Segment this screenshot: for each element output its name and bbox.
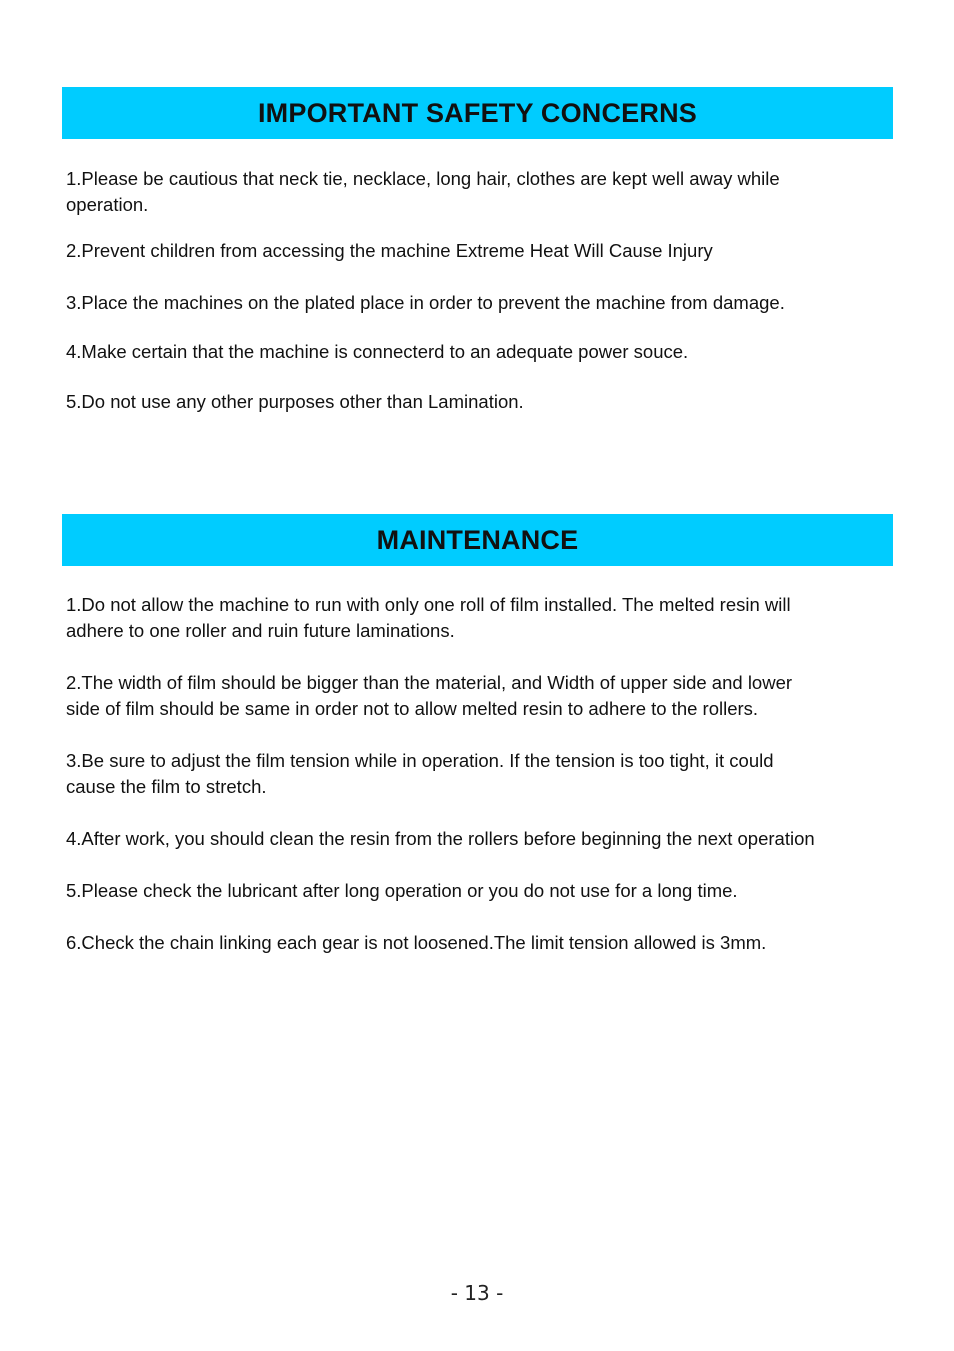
maintenance-item-5: 5.Please check the lubricant after long operation or you do not use for a long time. (66, 880, 738, 901)
maintenance-item-2: 2.The width of film should be bigger than the material, and Width of upper side and lower side of film should be same in order not to allow melted resin to adhere to the rollers. (66, 672, 793, 719)
maintenance-item-6: 6.Check the chain linking each gear is not loosened.The limit tension allowed is 3mm. (66, 932, 767, 953)
maintenance-section-header (62, 514, 893, 566)
safety-section-header (62, 87, 893, 139)
maintenance-section-title: MAINTENANCE (376, 524, 579, 555)
safety-item-5: 5.Do not use any other purposes other than Lamination. (66, 391, 524, 412)
safety-item-2: 2.Prevent children from accessing the machine Extreme Heat Will Cause Injury (66, 240, 713, 261)
safety-item-1: 1.Please be cautious that neck tie, necklace, long hair, clothes are kept well away while operation. (66, 168, 780, 215)
safety-item-4: 4.Make certain that the machine is connecterd to an adequate power souce. (66, 341, 689, 362)
safety-section-title: IMPORTANT SAFETY CONCERNS (257, 97, 698, 128)
safety-item-3: 3.Place the machines on the plated place in order to prevent the machine from damage. (66, 292, 785, 313)
page-number: - 13 - (450, 1281, 504, 1305)
maintenance-item-3: 3.Be sure to adjust the film tension while in operation. If the tension is too tight, it could cause the film to stretch. (66, 750, 774, 797)
maintenance-item-1: 1.Do not allow the machine to run with only one roll of film installed. The melted resin will adhere to one roller and ruin future laminations. (66, 594, 791, 641)
maintenance-item-4: 4.After work, you should clean the resin from the rollers before beginning the next operation (66, 828, 815, 849)
